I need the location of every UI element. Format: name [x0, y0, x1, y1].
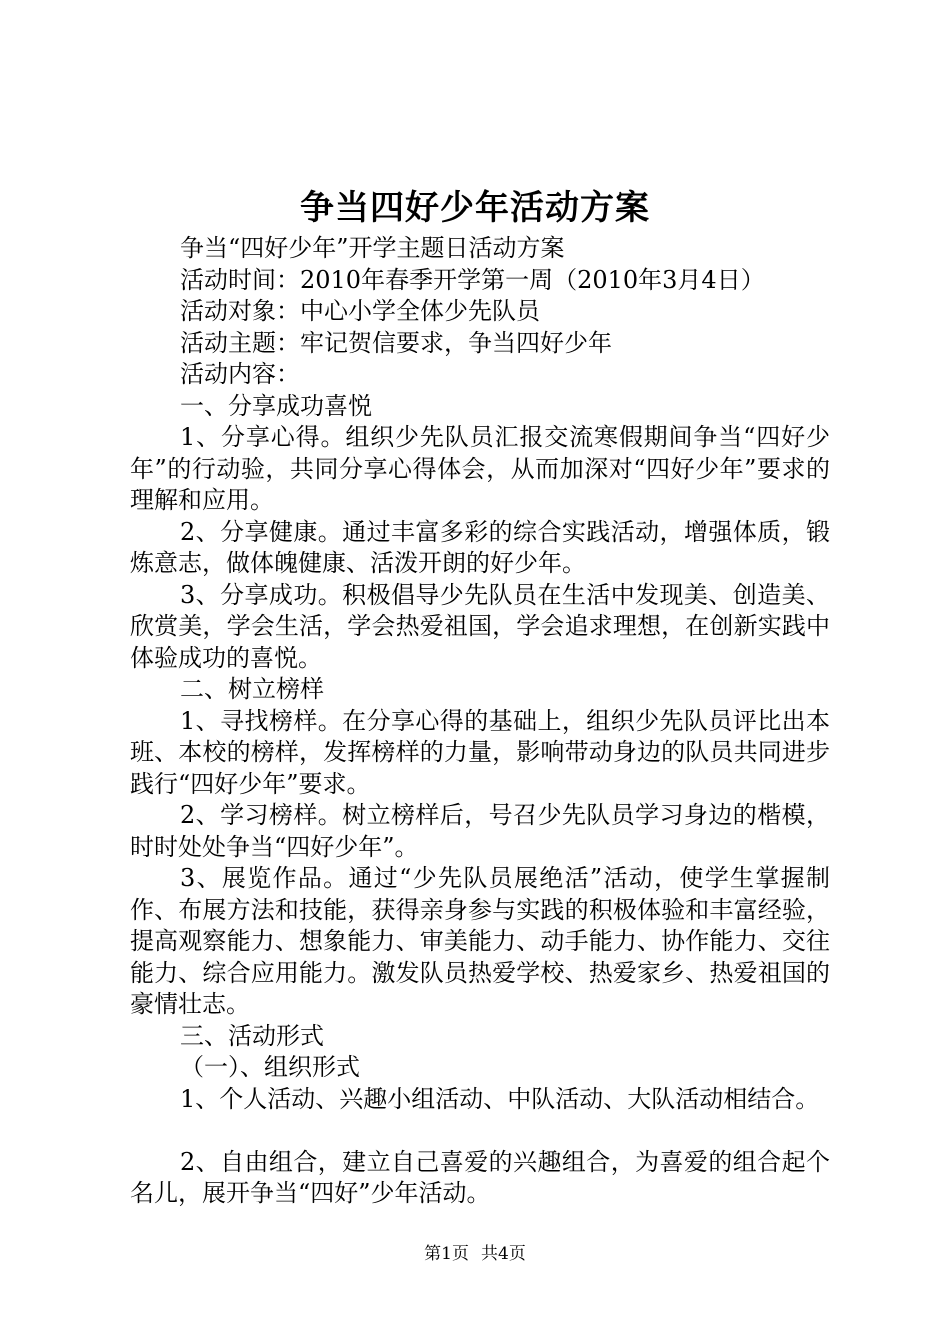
page-footer: [0, 1243, 950, 1265]
paragraph-2-2: 2、学习榜样。树立榜样后，号召少先队员学习身边的楷模，时时处处争当“四好少年”。: [130, 801, 830, 861]
section-heading-3: 三、活动形式: [180, 1021, 324, 1050]
paragraph-activity-theme: 活动主题：牢记贺信要求，争当四好少年: [180, 328, 612, 357]
paragraph-2-1: 1、寻找榜样。在分享心得的基础上，组织少先队员评比出本班、本校的榜样，发挥榜样的力量，影响带动身边的队员共同进步践行“四好少年”要求。: [130, 706, 830, 798]
paragraph-subtitle: 争当“四好少年”开学主题日活动方案: [180, 234, 565, 262]
paragraph-1-1: 1、分享心得。组织少先队员汇报交流寒假期间争当“四好少年”的行动验，共同分享心得体会，从而加深对“四好少年”要求的理解和应用。: [130, 423, 830, 514]
paragraph-3-1: 1、个人活动、兴趣小组活动、中队活动、大队活动相结合。: [180, 1084, 820, 1113]
paragraph-1-3: 3、分享成功。积极倡导少先队员在生活中发现美、创造美、欣赏美，学会生活，学会热爱祖国，学会追求理想，在创新实践中体验成功的喜悦。: [130, 580, 830, 672]
document-body: [130, 233, 830, 1210]
section-heading-2: 二、树立榜样: [180, 675, 324, 703]
paragraph-activity-content: 活动内容：: [180, 360, 300, 388]
paragraph-1-2: 2、分享健康。通过丰富多彩的综合实践活动，增强体质，锻炼意志，做体魄健康、活泼开朗的好少年。: [130, 517, 830, 577]
paragraph-2-3: 3、展览作品。通过“少先队员展绝活”活动，使学生掌握制作、布展方法和技能，获得亲身参与实践的积极体验和丰富经验，提高观察能力、想象能力、审美能力、动手能力、协作能力、交往能力、综合应用能力。激发队员热爱学校、热爱家乡、热爱祖国的豪情壮志。: [130, 864, 830, 1018]
paragraph-3-2: 2、自由组合，建立自己喜爱的兴趣组合，为喜爱的组合起个名儿，展开争当“四好”少年活动。: [130, 1147, 830, 1207]
blank-line: [130, 1115, 830, 1147]
subsection-heading-3-1: （一）、组织形式: [180, 1053, 360, 1081]
page-number: 第1页: [424, 1244, 469, 1264]
section-heading-1: 一、分享成功喜悦: [180, 391, 372, 420]
paragraph-activity-target: 活动对象：中心小学全体少先队员: [180, 297, 540, 325]
total-pages: 共4页: [481, 1244, 526, 1264]
document-title: 争当四好少年活动方案: [300, 188, 650, 228]
paragraph-activity-time: 活动时间：2010年春季开学第一周（2010年3月4日）: [180, 265, 765, 294]
